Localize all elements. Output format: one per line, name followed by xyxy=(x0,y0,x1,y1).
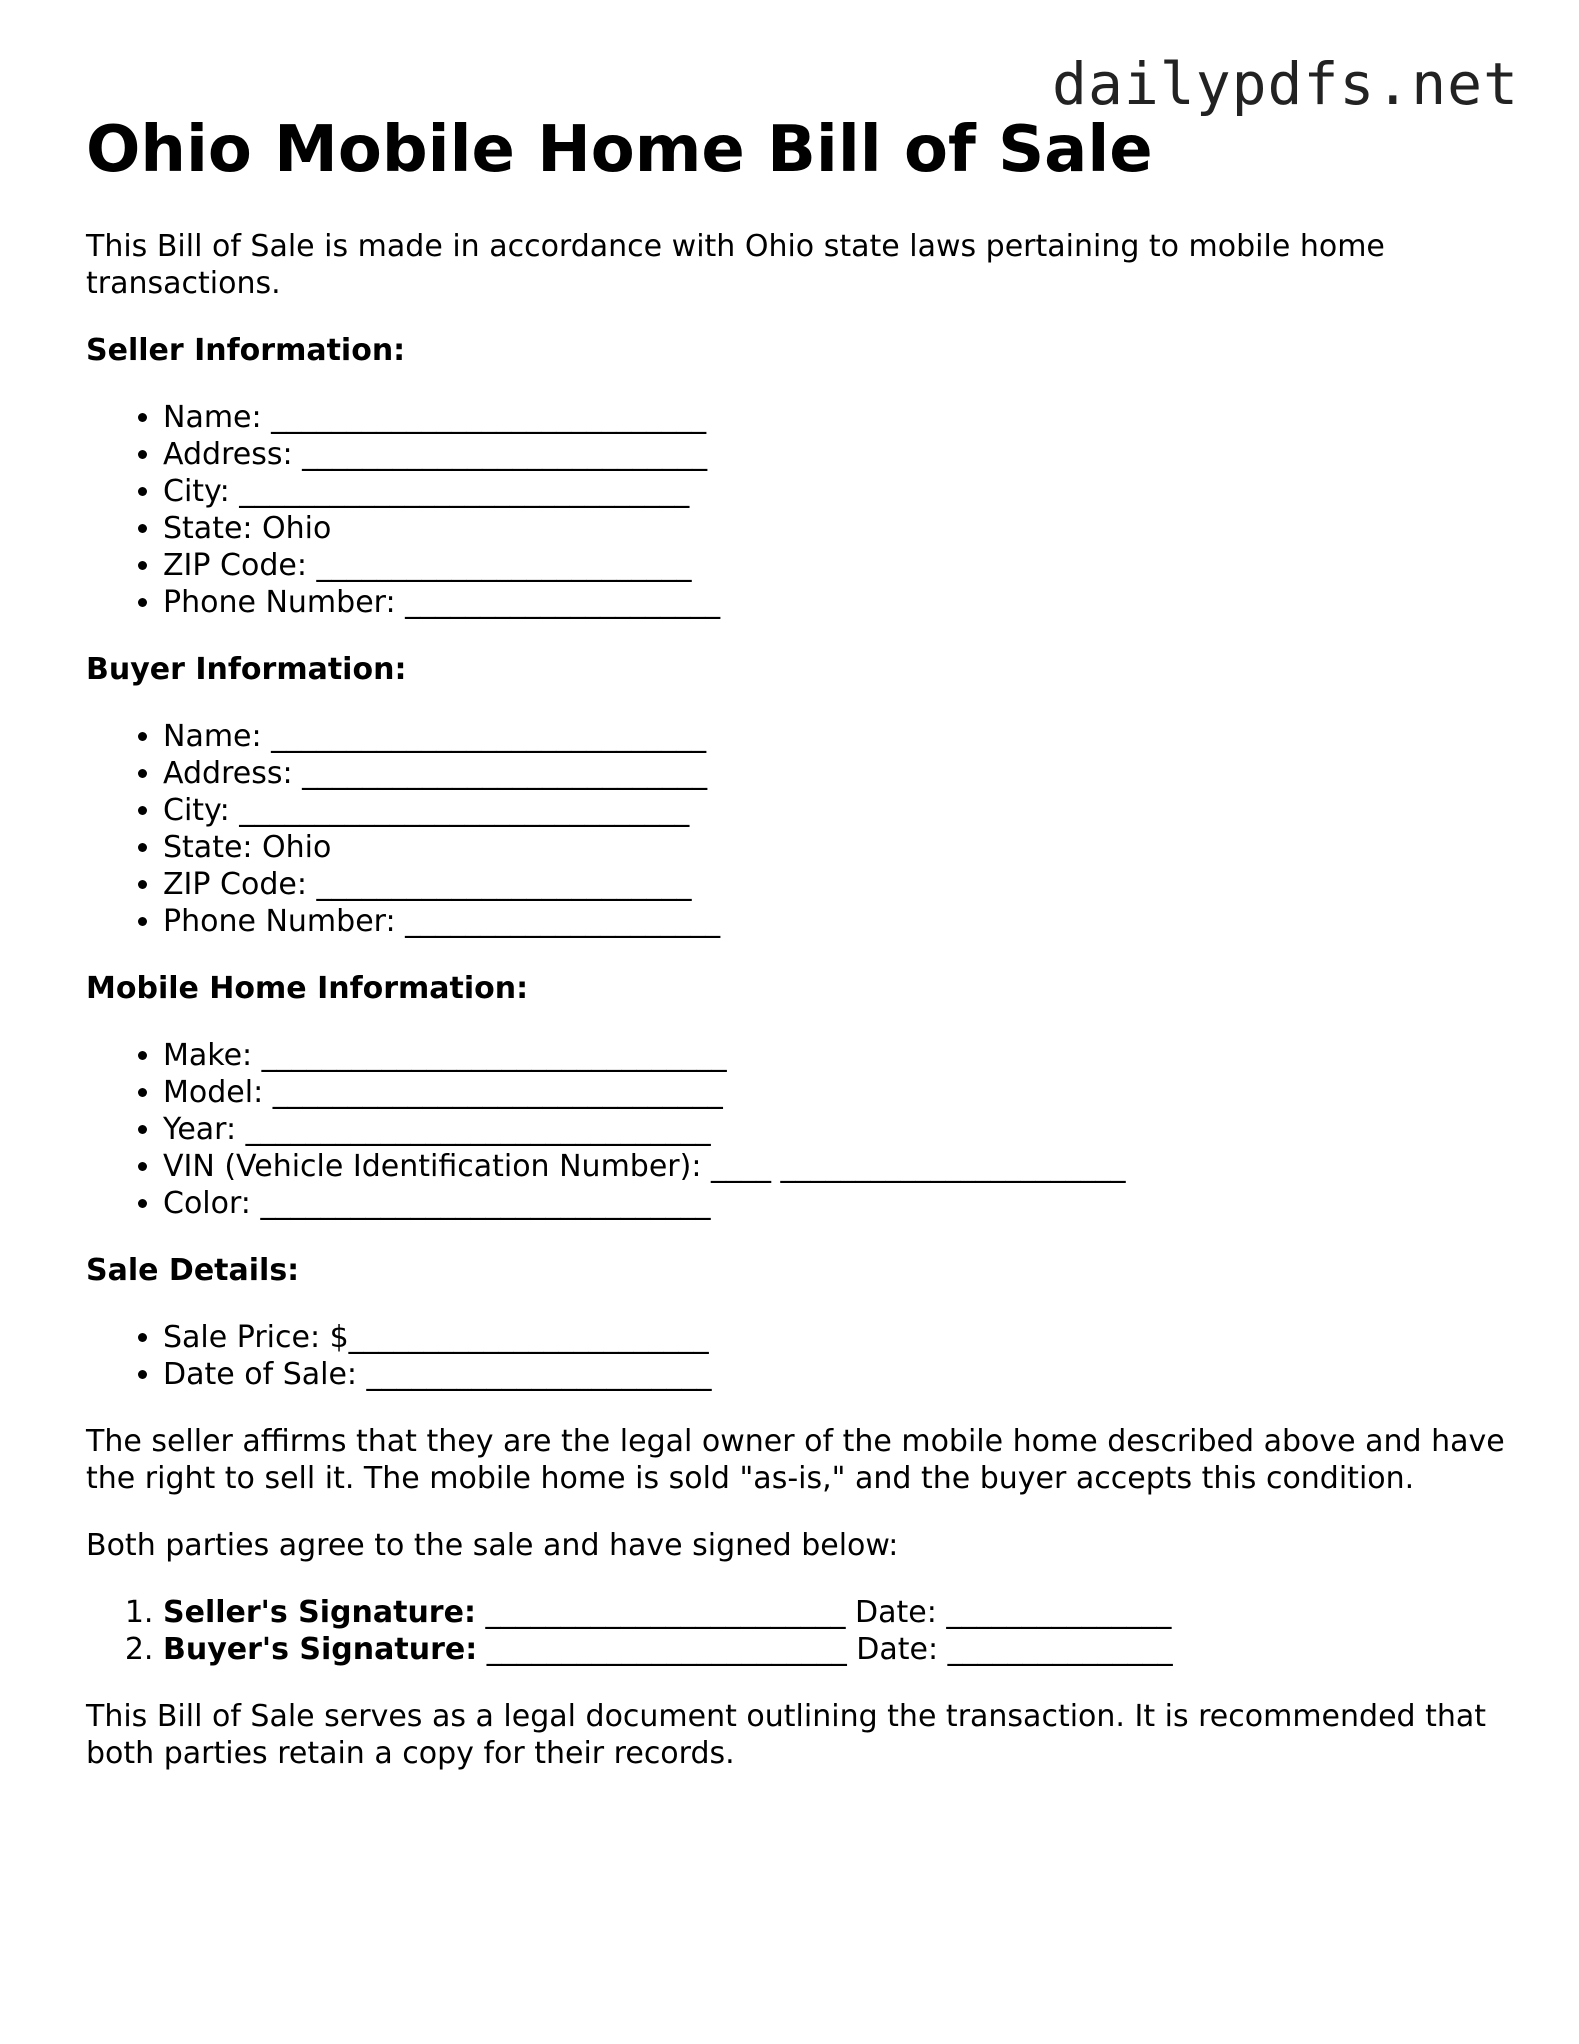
mobile-home-fields xyxy=(86,1037,1506,1222)
document-body xyxy=(86,110,1506,1772)
seller-signature-line: ________________________ Date: _______________ xyxy=(475,1595,1172,1630)
seller-phone-field: • Phone Number: _____________________ xyxy=(163,584,1506,621)
buyer-heading: Buyer Information: xyxy=(86,652,407,687)
seller-name-field: • Name: _____________________________ xyxy=(163,399,1506,436)
closing-paragraph: This Bill of Sale serves as a legal document outlining the transaction. It is recommended that both parties retain a copy for their records. xyxy=(86,1699,1487,1771)
buyer-zip-field: • ZIP Code: _________________________ xyxy=(163,866,1506,903)
buyer-address-field: • Address: ___________________________ xyxy=(163,755,1506,792)
signature-list xyxy=(86,1594,1506,1668)
buyer-fields xyxy=(86,718,1506,940)
buyer-signature-line: ________________________ Date: _______________ xyxy=(477,1632,1173,1667)
buyer-signature-label: Buyer's Signature: xyxy=(163,1632,478,1667)
seller-state-field: • State: Ohio xyxy=(163,510,1506,547)
buyer-state-field: • State: Ohio xyxy=(163,829,1506,866)
sale-date-field: • Date of Sale: _______________________ xyxy=(163,1356,1506,1393)
seller-heading: Seller Information: xyxy=(86,333,406,368)
seller-fields xyxy=(86,399,1506,621)
seller-signature-row xyxy=(163,1594,1506,1631)
agreement-paragraph: Both parties agree to the sale and have signed below: xyxy=(86,1528,899,1563)
make-field: • Make: _______________________________ xyxy=(163,1037,1506,1074)
watermark: dailypdfs.net xyxy=(1052,50,1519,118)
seller-address-field: • Address: ___________________________ xyxy=(163,436,1506,473)
intro-paragraph: This Bill of Sale is made in accordance with Ohio state laws pertaining to mobile home transactions. xyxy=(86,229,1385,301)
document-title: Ohio Mobile Home Bill of Sale xyxy=(86,113,1153,187)
buyer-name-field: • Name: _____________________________ xyxy=(163,718,1506,755)
seller-signature-label: Seller's Signature: xyxy=(163,1595,476,1630)
affirmation-paragraph: The seller affirms that they are the legal owner of the mobile home described above and have the right to sell it. The mobile home is sold "as-is," and the buyer accepts this condition. xyxy=(86,1424,1505,1496)
sale-fields xyxy=(86,1319,1506,1393)
mobile-home-heading: Mobile Home Information: xyxy=(86,971,529,1006)
buyer-city-field: • City: ______________________________ xyxy=(163,792,1506,829)
sale-price-field: • Sale Price: $________________________ xyxy=(163,1319,1506,1356)
year-field: • Year: _______________________________ xyxy=(163,1111,1506,1148)
buyer-phone-field: • Phone Number: _____________________ xyxy=(163,903,1506,940)
color-field: • Color: ______________________________ xyxy=(163,1185,1506,1222)
model-field: • Model: ______________________________ xyxy=(163,1074,1506,1111)
vin-field: • VIN (Vehicle Identification Number): ____ _______________________ xyxy=(163,1148,1506,1185)
seller-zip-field: • ZIP Code: _________________________ xyxy=(163,547,1506,584)
sale-heading: Sale Details: xyxy=(86,1253,300,1288)
buyer-signature-row xyxy=(163,1631,1506,1668)
seller-city-field: • City: ______________________________ xyxy=(163,473,1506,510)
